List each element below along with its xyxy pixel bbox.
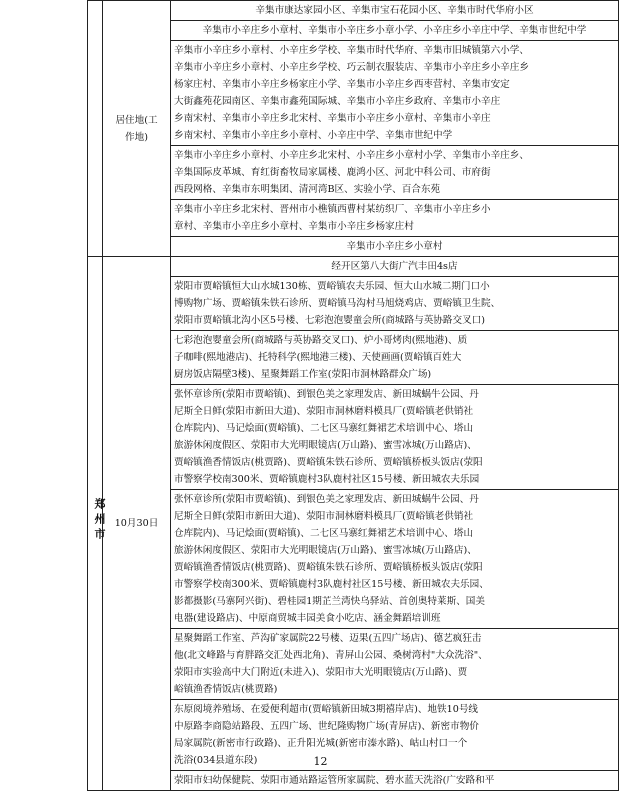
- location-cell: 辛集市小辛庄乡小章村、小辛庄乡学校、辛集市时代华府、辛集市旧城镇第六小学、 辛集市小辛庄乡小章村、小辛庄乡学校、巧云制衣服装店、辛集市小辛庄乡小辛庄乡 杨家庄村、辛集市小辛庄乡杨家庄小学、辛集市小辛庄乡西枣营村、辛集市安定 大街鑫苑花园南区、辛集市鑫苑国际城、辛集市小辛庄乡政府、辛集市小辛庄 乡南宋村、辛集市小辛庄乡北宋村、辛集市小辛庄乡小章村、辛集市小辛庄 乡南宋村、辛集市小辛庄乡小章村、小辛庄中学、辛集市世纪中学: [171, 41, 619, 146]
- location-cell: 辛集市康达家园小区、辛集市宝石花园小区、辛集市时代华府小区: [171, 1, 619, 21]
- city-cell: [88, 1, 103, 257]
- location-cell: 经开区第八大街广汽丰田4s店: [171, 257, 619, 277]
- location-cell: 七彩泡泡婴童会所(商城路与英协路交叉口)、炉小哥烤肉(熙地港)、质 子咖啡(熙地港店)、托特科学(熙地港三楼)、天使画画(贾峪镇百姓大 厨房饭店隔壁3楼)、星聚舞蹈工作室(荥阳市洞林路群众广场): [171, 331, 619, 385]
- table-row: [88, 1, 619, 21]
- location-cell: 辛集市小辛庄乡小章村、辛集市小辛庄乡小章小学、小辛庄乡小辛庄中学、辛集市世纪中学: [171, 21, 619, 41]
- location-cell: 荥阳市妇幼保健院、荥阳市通站路运管所家属院、碧水蓝天洗浴(广安路和平: [171, 771, 619, 791]
- location-cell: 星聚舞蹈工作室、芦沟矿家属院22号楼、迈果(五四广场店)、德艺疯狂击 他(北文峰路与育胖路交汇处西北角)、青屏山公园、桑树湾村"大众洗浴"、 荥阳市实验高中大门附近(未进入)、荥阳市大光明眼镜店(万山路)、贾 峪镇渔香情饭店(桃贾路): [171, 629, 619, 700]
- location-cell: 辛集市小辛庄乡小章村、小辛庄乡北宋村、小辛庄乡小章村小学、辛集市小辛庄乡、 辛集国际皮革城、育红街畜牧局家属楼、鹿鸿小区、河北中科公司、市府街 西段网格、辛集市东明集团、清河湾B区、实验小学、百合东苑: [171, 146, 619, 200]
- date-label: 10月30日: [114, 518, 159, 529]
- location-cell: 荥阳市贾峪镇恒大山水城130栋、贾峪镇农夫乐园、恒大山水城二期门口小 博购物广场、贾峪镇朱铁石诊所、贾峪镇马沟村马旭烧鸡店、贾峪镇卫生院、 荥阳市贾峪镇北沟小区5号楼、七彩泡泡婴童会所(商城路与英协路交叉口): [171, 277, 619, 331]
- category-cell: [103, 1, 171, 257]
- city-label: 郑州市: [93, 498, 106, 543]
- page-number: 12: [313, 755, 328, 768]
- table-row: [88, 257, 619, 277]
- location-cell: 东原阅境养殖场、在爱便利超市(贾峪镇新田城3期禧岸店)、地铁10号线 中原路李商隐站路段、五四广场、世纪隆购物广场(青屏店)、新密市物价 局家属院(新密市行政路)、正升阳光城(新密市溱水路)、岵山村口一个 洗浴(034县道东段): [171, 700, 619, 771]
- city-cell: [88, 257, 106, 791]
- location-cell: 辛集市小辛庄乡北宋村、晋州市小樵镇西曹村某纺织厂、辛集市小辛庄乡小 章村、辛集市小辛庄乡小章村、辛集市小辛庄乡杨家庄村: [171, 200, 619, 237]
- location-cell: 辛集市小辛庄乡小章村: [171, 237, 619, 257]
- location-cell: 张怀章诊所(荥阳市贾峪镇)、到银色美之家理发店、新田城蜗牛公园、丹 尼斯全日鲜(荥阳市新田大道)、荥阳市洞林磨料模具厂(贾峪镇老供销社 仓库院内)、马记烩面(贾峪镇)、二七区马寨红舞裙艺术培训中心、塔山 旅游休闲度假区、荥阳市大光明眼镜店(万山路)、蜜雪冰城(万山路店)、 贾峪镇渔香情饭店(桃贾路)、贾峪镇朱铁石诊所、贾峪镇桥板头饭店(荥阳 市警察学校南300米、贾峪镇鹿村3队鹿村社区15号楼、新田城农夫乐园: [171, 385, 619, 490]
- location-cell: 张怀章诊所(荥阳市贾峪镇)、到银色美之家理发店、新田城蜗牛公园、丹 尼斯全日鲜(荥阳市新田大道)、荥阳市洞林磨料模具厂(贾峪镇老供销社 仓库院内)、马记烩面(贾峪镇)、二七区马寨红舞裙艺术培训中心、塔山 旅游休闲度假区、荥阳市大光明眼镜店(万山路)、蜜雪冰城(万山路店)、 贾峪镇渔香情饭店(桃贾路)、贾峪镇朱铁石诊所、贾峪镇桥板头饭店(荥阳 市警察学校南300米、贾峪镇鹿村3队鹿村社区15号楼、新田城农夫乐园、 影都摄影(马寨阿兴街)、碧桂园1期芷兰湾快乌驿站、首创奥特莱斯、国美 电器(建设路店)、中原商贸城丰园美食小吃店、涵金舞蹈培训班: [171, 490, 619, 629]
- date-cell: [103, 257, 171, 791]
- locations-table: [87, 0, 619, 791]
- category-label: 居住地(工 作地): [115, 114, 158, 143]
